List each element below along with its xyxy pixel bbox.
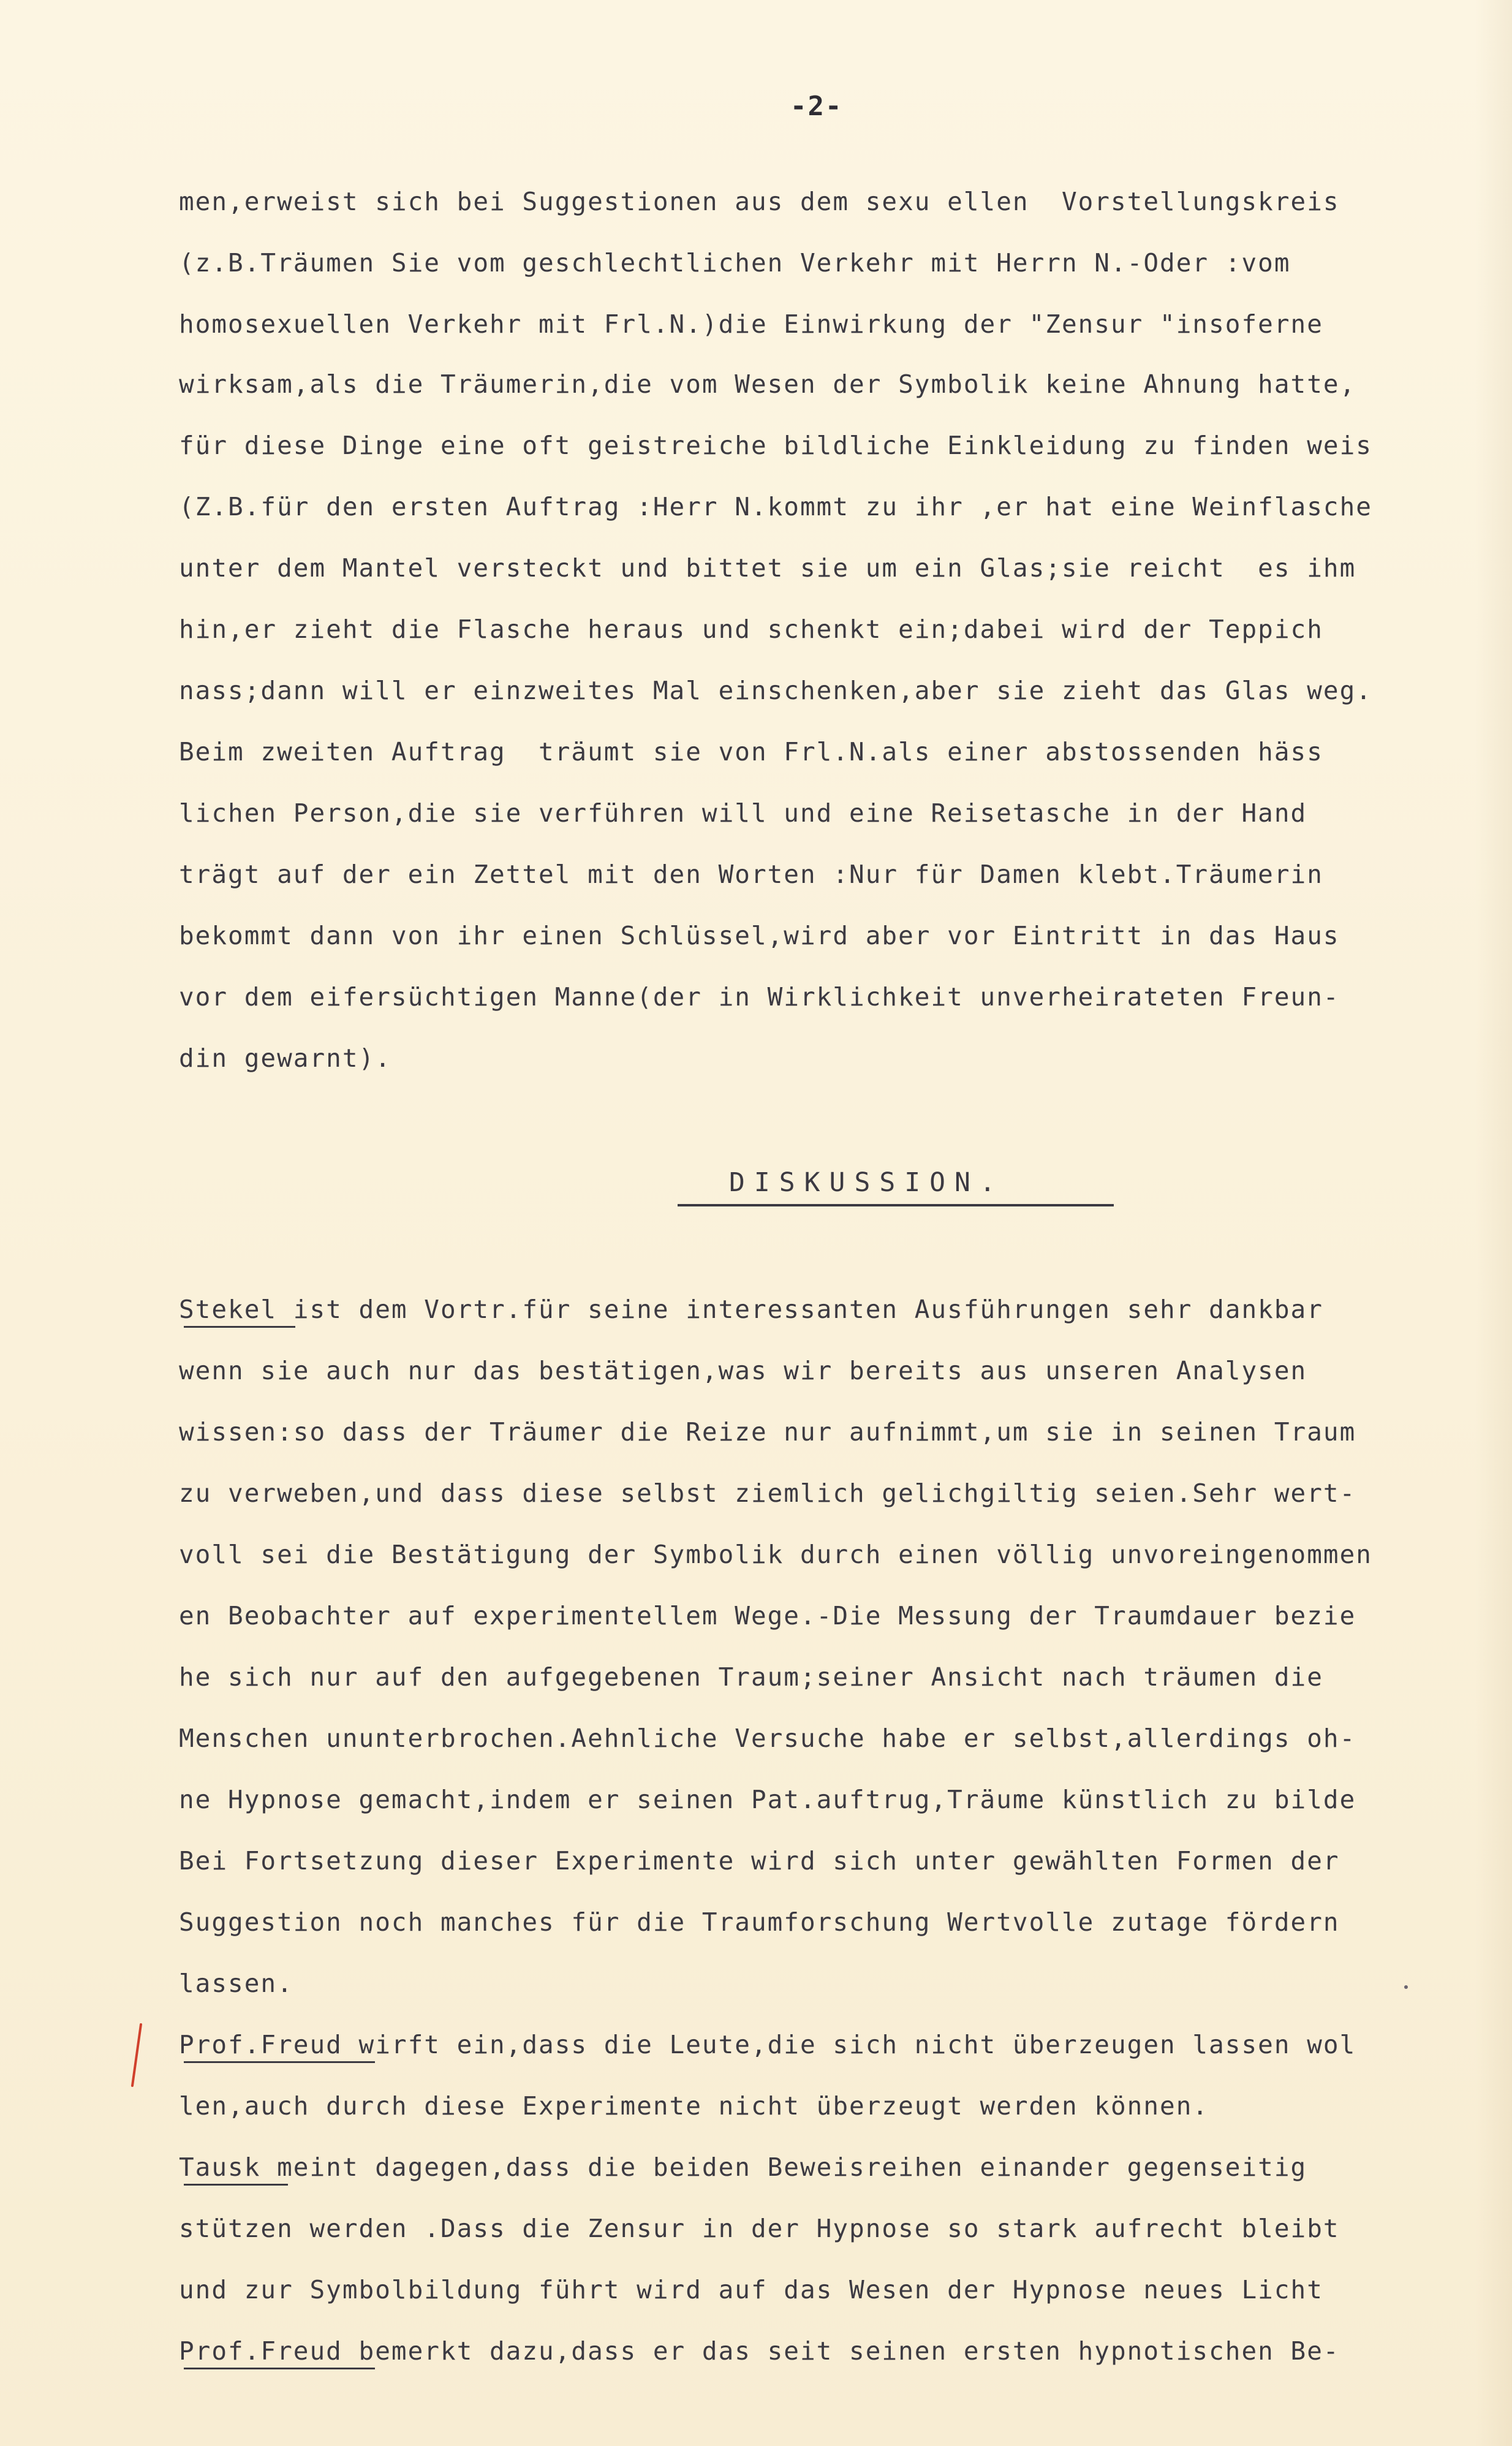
text-line: Prof.Freud bemerkt dazu,dass er das seit seinen ersten hypnotischen Be- [179, 2336, 1340, 2366]
speaker-underline [184, 2184, 288, 2186]
text-line: men,erweist sich bei Suggestionen aus dem sexu ellen Vorstellungskreis [179, 187, 1340, 216]
text-line: Tausk meint dagegen,dass die beiden Beweisreihen einander gegenseitig [179, 2153, 1307, 2182]
text-line: he sich nur auf den aufgegebenen Traum;seiner Ansicht nach träumen die [179, 1662, 1323, 1692]
paper-edge-shadow [1475, 0, 1512, 2446]
text-line: Suggestion noch manches für die Traumforschung Wertvolle zutage fördern [179, 1907, 1340, 1937]
text-line: Beim zweiten Auftrag träumt sie von Frl.N.als einer abstossenden häss [179, 737, 1323, 767]
page-number: -2- [790, 91, 843, 122]
text-line: vor dem eifersüchtigen Manne(der in Wirklichkeit unverheirateten Freun- [179, 982, 1340, 1012]
speaker-underline [184, 1326, 295, 1328]
section-heading: DISKUSSION. [729, 1167, 1005, 1198]
text-line: trägt auf der ein Zettel mit den Worten :Nur für Damen klebt.Träumerin [179, 860, 1323, 889]
text-line: nass;dann will er einzweites Mal einschenken,aber sie zieht das Glas weg. [179, 676, 1372, 705]
text-line: zu verweben,und dass diese selbst ziemlich gelichgiltig seien.Sehr wert- [179, 1479, 1356, 1508]
text-line: Bei Fortsetzung dieser Experimente wird sich unter gewählten Formen der [179, 1846, 1340, 1876]
text-line: Prof.Freud wirft ein,dass die Leute,die sich nicht überzeugen lassen wol [179, 2030, 1356, 2059]
text-line: lassen. [179, 1969, 293, 1998]
heading-underline [678, 1204, 1114, 1206]
text-line: voll sei die Bestätigung der Symbolik durch einen völlig unvoreingenommen [179, 1540, 1372, 1569]
text-line: len,auch durch diese Experimente nicht überzeugt werden können. [179, 2091, 1209, 2121]
text-line: lichen Person,die sie verführen will und eine Reisetasche in der Hand [179, 798, 1307, 828]
text-line: hin,er zieht die Flasche heraus und schenkt ein;dabei wird der Teppich [179, 615, 1323, 644]
text-line: (Z.B.für den ersten Auftrag :Herr N.kommt zu ihr ,er hat eine Weinflasche [179, 492, 1372, 521]
text-line: bekommt dann von ihr einen Schlüssel,wird aber vor Eintritt in das Haus [179, 921, 1340, 950]
text-line: stützen werden .Dass die Zensur in der Hypnose so stark aufrecht bleibt [179, 2214, 1340, 2243]
text-line: din gewarnt). [179, 1043, 391, 1073]
text-line: für diese Dinge eine oft geistreiche bildliche Einkleidung zu finden weis [179, 431, 1372, 460]
speaker-underline [184, 2061, 375, 2063]
text-line: wenn sie auch nur das bestätigen,was wir bereits aus unseren Analysen [179, 1356, 1307, 1385]
text-line: ne Hypnose gemacht,indem er seinen Pat.auftrug,Träume künstlich zu bilde [179, 1785, 1356, 1814]
red-margin-mark [130, 2022, 143, 2089]
text-line: Stekel ist dem Vortr.für seine interessanten Ausführungen sehr dankbar [179, 1295, 1323, 1324]
text-line: wissen:so dass der Träumer die Reize nur aufnimmt,um sie in seinen Traum [179, 1417, 1356, 1447]
text-line: wirksam,als die Träumerin,die vom Wesen der Symbolik keine Ahnung hatte, [179, 369, 1356, 399]
speaker-underline [184, 2368, 375, 2369]
text-line: (z.B.Träumen Sie vom geschlechtlichen Verkehr mit Herrn N.-Oder :vom [179, 248, 1291, 278]
text-line: unter dem Mantel versteckt und bittet sie um ein Glas;sie reicht es ihm [179, 553, 1356, 583]
text-line: homosexuellen Verkehr mit Frl.N.)die Einwirkung der "Zensur "insoferne [179, 309, 1323, 339]
ink-speck [1404, 1985, 1408, 1989]
text-line: Menschen ununterbrochen.Aehnliche Versuche habe er selbst,allerdings oh- [179, 1724, 1356, 1753]
text-line: und zur Symbolbildung führt wird auf das Wesen der Hypnose neues Licht [179, 2275, 1323, 2304]
text-line: en Beobachter auf experimentellem Wege.-Die Messung der Traumdauer bezie [179, 1601, 1356, 1630]
